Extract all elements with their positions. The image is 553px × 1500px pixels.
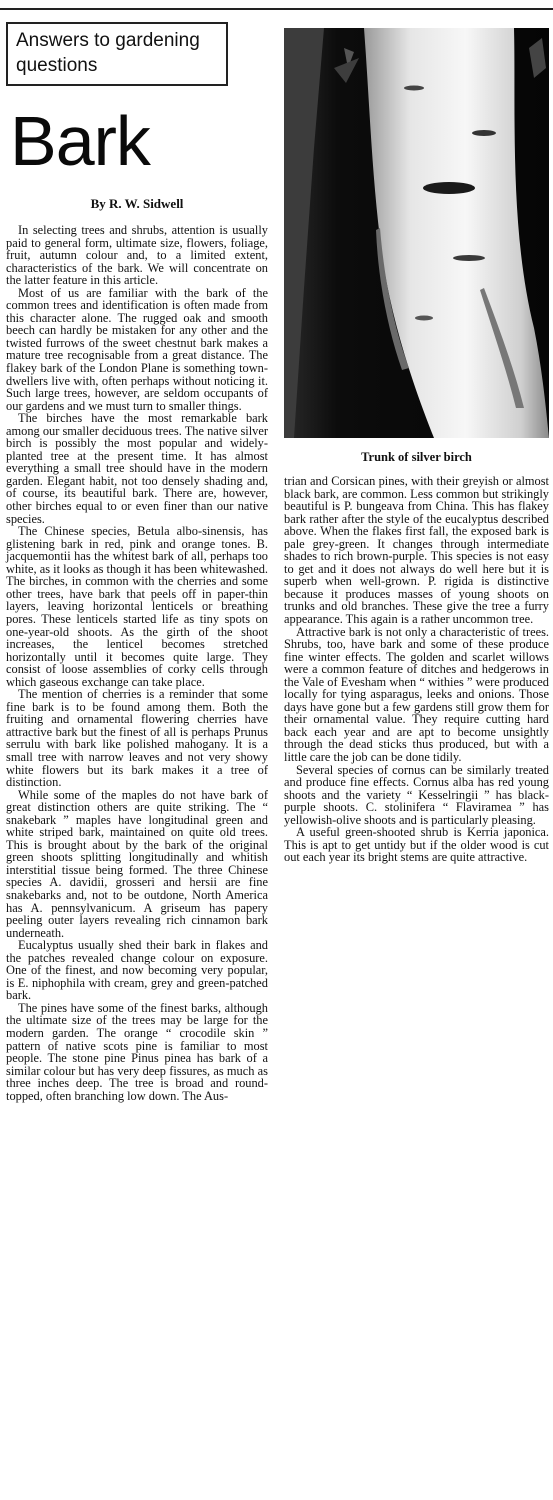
birch-trunk-image bbox=[284, 28, 549, 438]
paragraph: Attractive bark is not only a characteristic of trees. Shrubs, too, have bark and some of these produce fine winter effects. The golden and scarlet willows were a common feature of ditches and hedgerows in the Vale of Evesham when “ withies ” were produced locally for tying asparagus, leeks and onions. Those days have gone but a few gardens still grow them for their ornamental value. They require cutting hard back each year and are apt to become unsightly through the dead sticks thus produced, but with a little care the job can be done tidily. bbox=[284, 624, 549, 765]
byline: By R. W. Sidwell bbox=[90, 196, 184, 211]
paragraph: Eucalyptus usually shed their bark in flakes and the patches revealed change colour on exposure. One of the finest, and now becoming very popular, is E. niphophila with cream, grey and green-patched bark. bbox=[6, 938, 268, 1003]
section-label: Answers to gardening questions bbox=[6, 22, 228, 86]
paragraph: A useful green-shooted shrub is Kerria japonica. This is apt to get untidy but if the older wood is cut out each year its bright stems are quite attractive. bbox=[284, 825, 549, 865]
paragraph: While some of the maples do not have bark of great distinction others are quite striking. The “ snakebark ” maples have longitudinal green and white striped bark, maintained on quite old trees. This is brought about by the bark of the original green shoots splitting longitudinally and whitish interstitial tissue being formed. The three Chinese species A. davidii, grosseri and hersii are fine snakebarks and, not to be outdone, North America has A. pennsylvanicum. A griseum has papery peeling outer layers revealing rich cinnamon bark underneath. bbox=[6, 787, 268, 940]
silver-birch-photo bbox=[284, 28, 549, 438]
paragraph: Several species of cornus can be similarly treated and produce fine effects. Cornus alba has red young shoots and the variety “ Kesselringii ” has black-purple shoots. C. stolinifera “ Flaviramea ” has yellowish-olive shoots and is particularly pleasing. bbox=[284, 762, 549, 827]
paragraph: The pines have some of the finest barks, although the ultimate size of the trees may be large for the modern garden. The orange “ crocodile skin ” pattern of native scots pine is familiar to most people. The stone pine Pinus pinea has bark of a similar colour but has very deep fissures, as much as three inches deep. The tree is broad and round-topped, often branching low down. The Aus- bbox=[6, 1000, 268, 1103]
article-body-right bbox=[284, 475, 549, 864]
headline: Bark bbox=[10, 102, 150, 180]
article-body-left bbox=[6, 224, 268, 1102]
paragraph: In selecting trees and shrubs, attention is usually paid to general form, ultimate size, flowers, foliage, fruit, autumn colour and, to a limited extent, characteristics of the bark. We will concentrate on the latter feature in this article. bbox=[6, 223, 268, 288]
paragraph: trian and Corsican pines, with their greyish or almost black bark, are common. Less common but strikingly beautiful is P. bungeava from China. This has flakey bark rather after the style of the eucalyptus described above. When the flakes first fall, the exposed bark is pale grey-green. It changes through intermediate shades to rich brown-purple. This species is not easy to get and it does not always do well here but it is superb when well-grown. P. rigida is distinctive because it produces masses of young shoots on trunks and old branches. These give the tree a furry appearance. This again is a rather uncommon tree. bbox=[284, 474, 549, 627]
paragraph: The birches have the most remarkable bark among our smaller deciduous trees. The native silver birch is possibly the most popular and widely-planted tree at the present time. It has almost everything a small tree should have in the modern garden. Elegant habit, not too densely shading and, of course, its beautiful bark. There are, however, other birches equal to or even finer than our native species. bbox=[6, 411, 268, 526]
paragraph: The mention of cherries is a reminder that some fine bark is to be found among them. Both the fruiting and ornamental flowering cherries have attractive bark but the finest of all is perhaps Prunus serrulu with bark like polished mahogany. It is a small tree with narrow leaves and not very showy white flowers but its bark makes it a tree of distinction. bbox=[6, 687, 268, 790]
left-column bbox=[6, 22, 268, 1102]
right-column bbox=[284, 22, 549, 864]
top-rule bbox=[0, 8, 553, 10]
paragraph: Most of us are familiar with the bark of the common trees and identification is often made from this character alone. The rugged oak and smooth beech can hardly be mistaken for any other and the twisted furrows of the sweet chestnut bark makes a mature tree recognisable from a great distance. The flakey bark of the London Plane is something town-dwellers live with, often perhaps without noticing it. Such large trees, however, are seldom occupants of our gardens and we must turn to smaller things. bbox=[6, 285, 268, 413]
photo-caption: Trunk of silver birch bbox=[361, 450, 472, 464]
paragraph: The Chinese species, Betula albo-sinensis, has glistening bark in red, pink and orange tones. B. jacquemontii has the whitest bark of all, perhaps too white, as it looks as though it has been whitewashed. The birches, in common with the cherries and some other trees, have bark that peels off in paper-thin layers, leaving horizontal lenticels or breathing pores. These lenticels started life as tiny spots on one-year-old shoots. As the girth of the shoot increases, the lenticel becomes stretched horizontally until it becomes quite large. They consist of loose assemblies of corky cells through which gaseous exchange can take place. bbox=[6, 524, 268, 689]
